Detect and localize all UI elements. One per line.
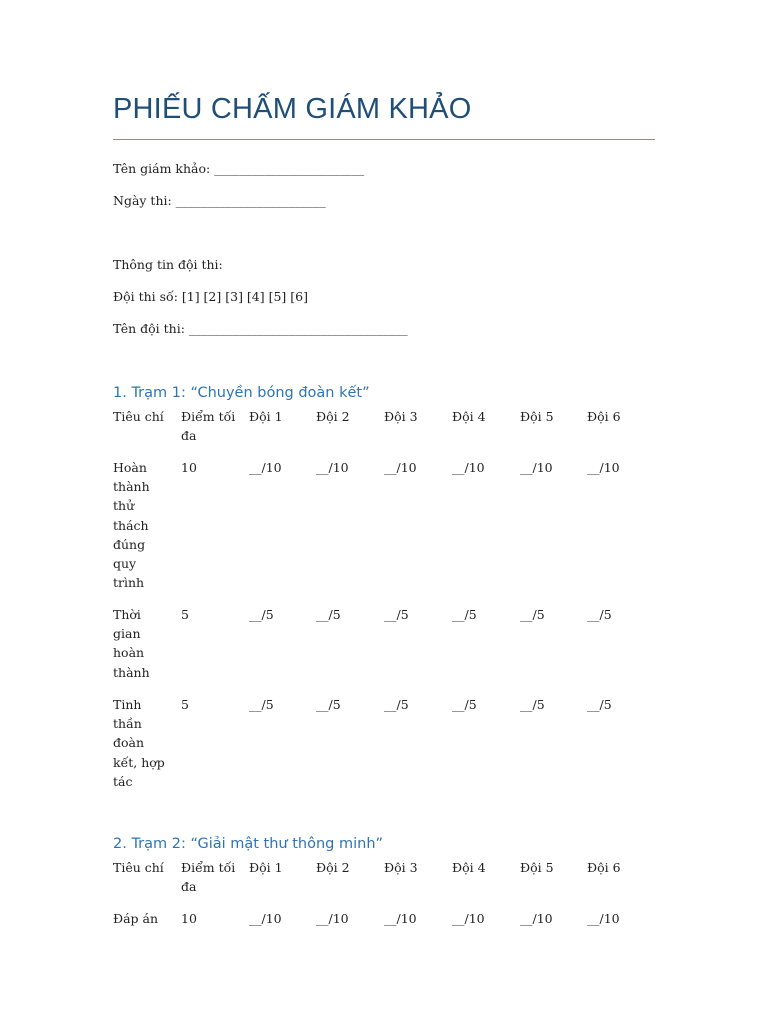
header-team-3: Đội 3 bbox=[384, 409, 418, 424]
team-3-score-cell: __/10 bbox=[384, 911, 417, 926]
max-score-cell: 10 bbox=[181, 911, 197, 926]
team-5-score-cell: __/5 bbox=[520, 607, 545, 622]
team-2-score-cell: __/10 bbox=[316, 911, 349, 926]
station-1-heading: 1. Trạm 1: “Chuyền bóng đoàn kết” bbox=[113, 385, 370, 401]
criteria-cell: Thời gian hoàn thành bbox=[113, 607, 150, 680]
team-1-score-cell: __/5 bbox=[249, 697, 274, 712]
header-criteria: Tiêu chí bbox=[113, 860, 164, 875]
header-team-4: Đội 4 bbox=[452, 409, 486, 424]
max-score-cell: 5 bbox=[181, 607, 189, 622]
station-2-heading: 2. Trạm 2: “Giải mật thư thông minh” bbox=[113, 836, 384, 852]
team-6-score-cell: __/5 bbox=[587, 697, 612, 712]
team-info-label: Thông tin đội thi: bbox=[113, 257, 223, 272]
date-field: Ngày thi: ________________________ bbox=[113, 193, 326, 208]
team-3-score-cell: __/5 bbox=[384, 697, 409, 712]
header-team-5: Đội 5 bbox=[520, 409, 554, 424]
header-team-1: Đội 1 bbox=[249, 409, 283, 424]
header-team-3: Đội 3 bbox=[384, 860, 418, 875]
document-title: PHIẾU CHẤM GIÁM KHẢO bbox=[113, 93, 472, 125]
header-team-4: Đội 4 bbox=[452, 860, 486, 875]
team-2-score-cell: __/10 bbox=[316, 460, 349, 475]
team-3-score-cell: __/5 bbox=[384, 607, 409, 622]
team-5-score-cell: __/5 bbox=[520, 697, 545, 712]
team-6-score-cell: __/10 bbox=[587, 460, 620, 475]
team-name-field: Tên đội thi: ___________________________________ bbox=[113, 321, 408, 336]
team-5-score-cell: __/10 bbox=[520, 911, 553, 926]
team-4-score-cell: __/5 bbox=[452, 697, 477, 712]
header-criteria: Tiêu chí bbox=[113, 409, 164, 424]
header-team-1: Đội 1 bbox=[249, 860, 283, 875]
header-max-score: Điểm tối đa bbox=[181, 409, 236, 444]
title-divider bbox=[113, 139, 655, 140]
team-1-score-cell: __/10 bbox=[249, 911, 282, 926]
criteria-cell: Hoàn thành thử thách đúng quy trình bbox=[113, 460, 150, 591]
team-3-score-cell: __/10 bbox=[384, 460, 417, 475]
team-number-field: Đội thi số: [1] [2] [3] [4] [5] [6] bbox=[113, 289, 308, 304]
header-team-2: Đội 2 bbox=[316, 860, 350, 875]
max-score-cell: 5 bbox=[181, 697, 189, 712]
team-1-score-cell: __/5 bbox=[249, 607, 274, 622]
team-5-score-cell: __/10 bbox=[520, 460, 553, 475]
team-6-score-cell: __/10 bbox=[587, 911, 620, 926]
criteria-cell: Đáp án bbox=[113, 911, 159, 926]
team-1-score-cell: __/10 bbox=[249, 460, 282, 475]
header-team-6: Đội 6 bbox=[587, 860, 621, 875]
judge-name-field: Tên giám khảo: ________________________ bbox=[113, 161, 365, 176]
team-4-score-cell: __/10 bbox=[452, 460, 485, 475]
team-4-score-cell: __/5 bbox=[452, 607, 477, 622]
max-score-cell: 10 bbox=[181, 460, 197, 475]
criteria-cell: Tinh thần đoàn kết, hợp tác bbox=[113, 697, 165, 789]
team-4-score-cell: __/10 bbox=[452, 911, 485, 926]
team-2-score-cell: __/5 bbox=[316, 607, 341, 622]
header-team-5: Đội 5 bbox=[520, 860, 554, 875]
header-max-score: Điểm tối đa bbox=[181, 860, 236, 895]
team-6-score-cell: __/5 bbox=[587, 607, 612, 622]
header-team-2: Đội 2 bbox=[316, 409, 350, 424]
header-team-6: Đội 6 bbox=[587, 409, 621, 424]
team-2-score-cell: __/5 bbox=[316, 697, 341, 712]
